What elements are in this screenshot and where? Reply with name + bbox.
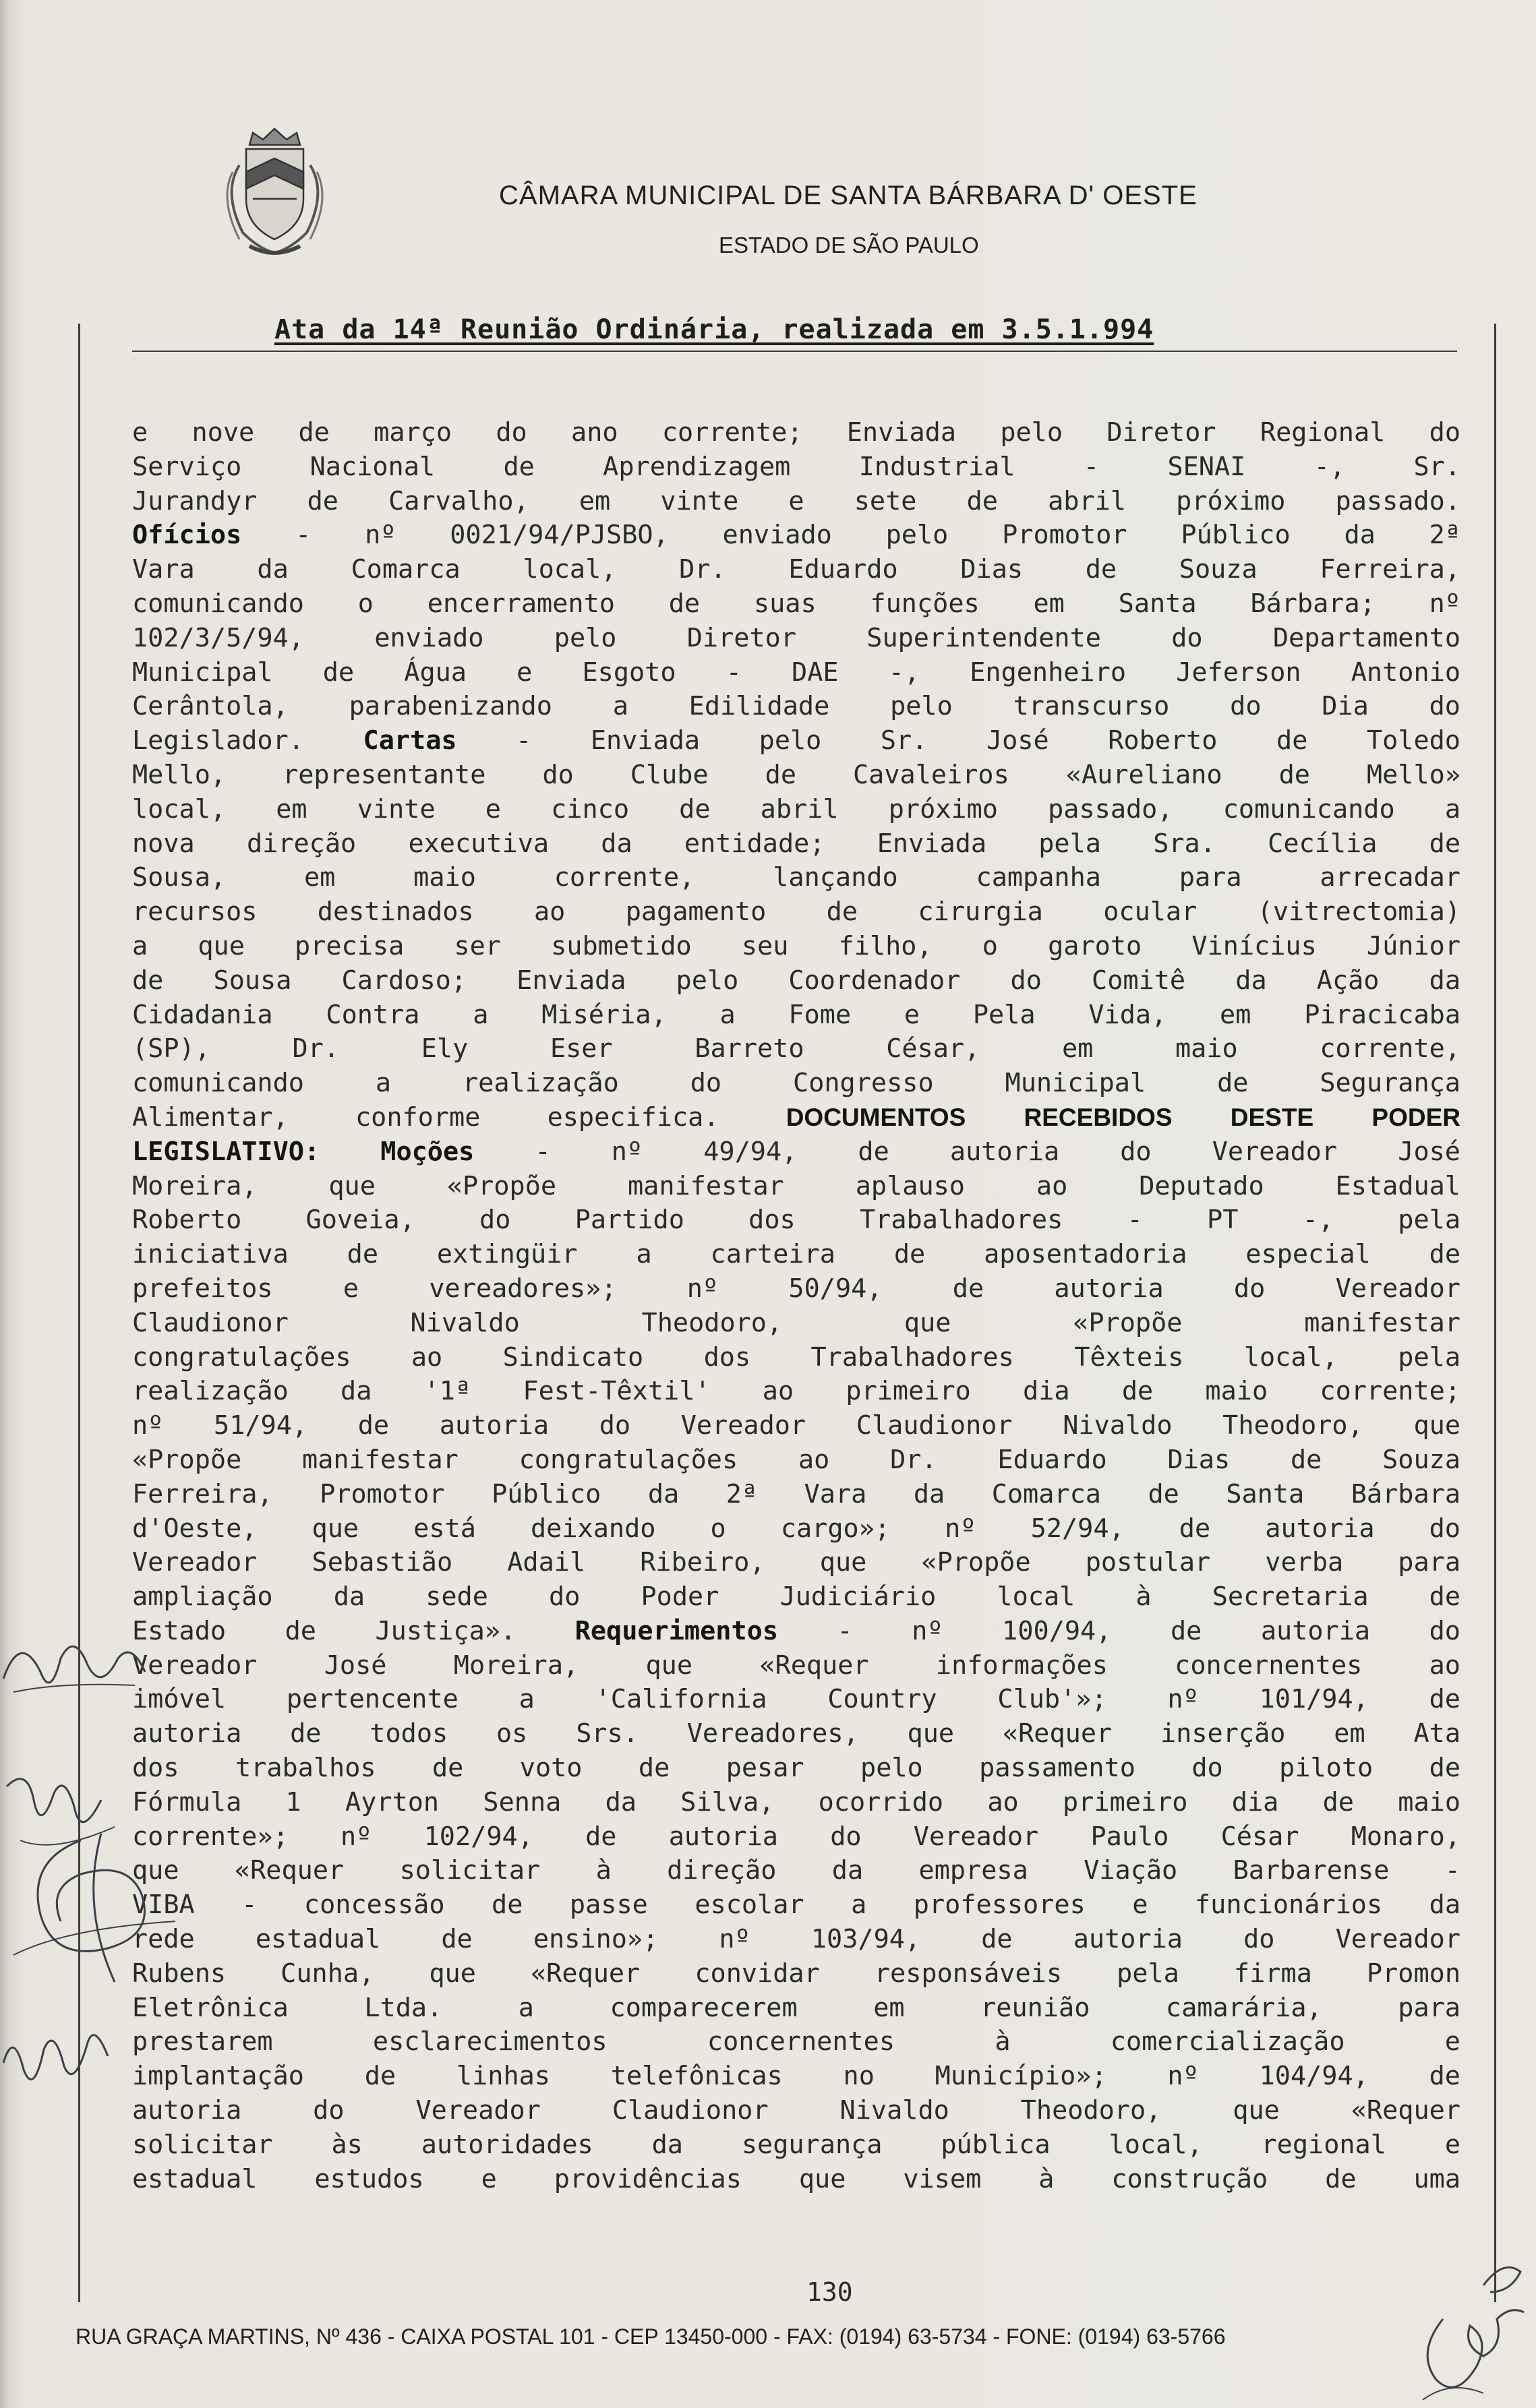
text-line bbox=[132, 1683, 1460, 1717]
council-name: CÂMARA MUNICIPAL DE SANTA BÁRBARA D' OESTE bbox=[499, 181, 1198, 210]
line-text: dos trabalhos de voto de pesar pelo passamento do piloto de bbox=[132, 1753, 1460, 1784]
line-text: recursos destinados ao pagamento de cirurgia ocular (vitrectomia) bbox=[132, 897, 1460, 928]
minutes-title: Ata da 14ª Reunião Ordinária, realizada em 3.5.1.994 bbox=[274, 314, 1154, 345]
line-text: iniciativa de extingüir a carteira de aposentadoria especial de bbox=[132, 1239, 1460, 1270]
line-text: 102/3/5/94, enviado pelo Diretor Superintendente do Departamento bbox=[132, 622, 1460, 653]
text-line bbox=[132, 1888, 1460, 1923]
text-line bbox=[132, 1066, 1460, 1101]
text-line bbox=[132, 861, 1460, 895]
text-line bbox=[132, 1580, 1460, 1615]
line-text: - Enviada pelo Sr. José Roberto de Toledo bbox=[456, 725, 1460, 756]
line-text: Sousa, em maio corrente, lançando campanha para arrecadar bbox=[132, 862, 1460, 893]
text-line bbox=[132, 1238, 1460, 1272]
text-line bbox=[132, 2094, 1460, 2128]
line-text: Vereador José Moreira, que «Requer informações concernentes ao bbox=[132, 1650, 1460, 1681]
line-text: solicitar às autoridades da segurança pública local, regional e bbox=[132, 2129, 1460, 2160]
text-line bbox=[132, 964, 1460, 998]
text-line bbox=[132, 1272, 1460, 1306]
text-line bbox=[132, 2059, 1460, 2094]
text-line bbox=[132, 1957, 1460, 1991]
line-text: - nº 49/94, de autoria do Vereador José bbox=[474, 1136, 1460, 1167]
line-text: Eletrônica Ltda. a comparecerem em reunião camarária, para bbox=[132, 1992, 1460, 2023]
line-text: Rubens Cunha, que «Requer convidar responsáveis pela firma Promon bbox=[132, 1958, 1460, 1989]
line-text: - nº 100/94, de autoria do bbox=[778, 1615, 1460, 1646]
text-line bbox=[132, 793, 1460, 827]
line-text: Claudionor Nivaldo Theodoro, que «Propõe manifestar bbox=[132, 1307, 1460, 1338]
line-text: rede estadual de ensino»; nº 103/94, de autoria do Vereador bbox=[132, 1924, 1460, 1955]
bold-heading: DOCUMENTOS RECEBIDOS DESTE PODER bbox=[786, 1103, 1460, 1131]
line-text: «Propõe manifestar congratulações ao Dr. Eduardo Dias de Souza bbox=[132, 1444, 1460, 1475]
line-text: Fórmula 1 Ayrton Senna da Silva, ocorrido ao primeiro dia de maio bbox=[132, 1786, 1460, 1817]
text-line bbox=[132, 553, 1460, 587]
line-text: Mello, representante do Clube de Cavaleiros «Aureliano de Mello» bbox=[132, 759, 1460, 790]
line-text: implantação de linhas telefônicas no Município»; nº 104/94, de bbox=[132, 2061, 1460, 2092]
text-line bbox=[132, 1717, 1460, 1751]
text-line bbox=[132, 930, 1460, 964]
text-line bbox=[132, 1751, 1460, 1786]
text-line bbox=[132, 1375, 1460, 1409]
text-line bbox=[132, 998, 1460, 1033]
text-line bbox=[132, 1341, 1460, 1375]
left-margin-rule bbox=[78, 324, 80, 2302]
text-line bbox=[132, 1854, 1460, 1888]
line-text: corrente»; nº 102/94, de autoria do Vereador Paulo César Monaro, bbox=[132, 1821, 1460, 1852]
line-text: Alimentar, conforme especifica. bbox=[132, 1102, 786, 1133]
line-text: de Sousa Cardoso; Enviada pelo Coordenador do Comitê da Ação da bbox=[132, 965, 1460, 996]
council-state: ESTADO DE SÃO PAULO bbox=[719, 233, 979, 258]
line-text: Cerântola, parabenizando a Edilidade pelo transcurso do Dia do bbox=[132, 691, 1460, 722]
text-line bbox=[132, 1032, 1460, 1066]
text-line bbox=[132, 1478, 1460, 1512]
line-text: Estado de Justiça». bbox=[132, 1615, 575, 1646]
text-line bbox=[132, 758, 1460, 793]
line-text: nova direção executiva da entidade; Enviada pela Sra. Cecília de bbox=[132, 828, 1460, 859]
minutes-body-text bbox=[132, 416, 1460, 2196]
line-text: Jurandyr de Carvalho, em vinte e sete de abril próximo passado. bbox=[132, 485, 1460, 516]
text-line bbox=[132, 2163, 1460, 2197]
line-text: Vereador Sebastião Adail Ribeiro, que «Propõe postular verba para bbox=[132, 1547, 1460, 1578]
text-line bbox=[132, 1615, 1460, 1649]
line-text: Ferreira, Promotor Público da 2ª Vara da Comarca de Santa Bárbara bbox=[132, 1478, 1460, 1509]
text-line bbox=[132, 1135, 1460, 1170]
line-text: (SP), Dr. Ely Eser Barreto César, em maio corrente, bbox=[132, 1033, 1460, 1064]
text-line bbox=[132, 416, 1460, 450]
text-line bbox=[132, 1203, 1460, 1238]
bold-heading: LEGISLATIVO: Moções bbox=[132, 1136, 475, 1167]
line-text: autoria do Vereador Claudionor Nivaldo Theodoro, que «Requer bbox=[132, 2095, 1460, 2126]
line-text: Serviço Nacional de Aprendizagem Industrial - SENAI -, Sr. bbox=[132, 451, 1460, 482]
margin-signature-3-icon bbox=[0, 1820, 202, 1995]
line-text: imóvel pertencente a 'California Country Club'»; nº 101/94, de bbox=[132, 1684, 1460, 1715]
line-text: e nove de março do ano corrente; Enviada pelo Diretor Regional do bbox=[132, 417, 1460, 448]
line-text: comunicando o encerramento de suas funções em Santa Bárbara; nº bbox=[132, 588, 1460, 619]
line-text: d'Oeste, que está deixando o cargo»; nº 52/94, de autoria do bbox=[132, 1513, 1460, 1544]
bold-heading: Ofícios bbox=[132, 520, 242, 551]
bold-heading: Requerimentos bbox=[574, 1615, 778, 1646]
line-text: congratulações ao Sindicato dos Trabalhadores Têxteis local, pela bbox=[132, 1342, 1460, 1373]
text-line bbox=[132, 518, 1460, 553]
text-line bbox=[132, 690, 1460, 724]
line-text: - nº 0021/94/PJSBO, enviado pelo Promotor Público da 2ª bbox=[241, 520, 1460, 551]
text-line bbox=[132, 1991, 1460, 2026]
text-line bbox=[132, 1546, 1460, 1580]
line-text: Vara da Comarca local, Dr. Eduardo Dias de Souza Ferreira, bbox=[132, 554, 1460, 585]
text-line bbox=[132, 1306, 1460, 1341]
text-line bbox=[132, 724, 1460, 758]
text-line bbox=[132, 895, 1460, 930]
text-line bbox=[132, 1170, 1460, 1204]
line-text: prefeitos e vereadores»; nº 50/94, de autoria do Vereador bbox=[132, 1273, 1460, 1304]
address-footer: RUA GRAÇA MARTINS, Nº 436 - CAIXA POSTAL 101 - CEP 13450-000 - FAX: (0194) 63-5734 - FONE: (0194) 63-5766 bbox=[76, 2324, 1226, 2349]
text-line bbox=[132, 1409, 1460, 1443]
text-line bbox=[132, 1443, 1460, 1478]
line-text: nº 51/94, de autoria do Vereador Claudionor Nivaldo Theodoro, que bbox=[132, 1410, 1460, 1441]
text-line bbox=[132, 1923, 1460, 1957]
text-line bbox=[132, 1101, 1460, 1135]
text-line bbox=[132, 1512, 1460, 1546]
bold-heading: Cartas bbox=[363, 725, 457, 756]
line-text: Moreira, que «Propõe manifestar aplauso ao Deputado Estadual bbox=[132, 1170, 1460, 1201]
line-text: a que precisa ser submetido seu filho, o garoto Vinícius Júnior bbox=[132, 930, 1460, 961]
line-text: local, em vinte e cinco de abril próximo passado, comunicando a bbox=[132, 793, 1460, 824]
text-line bbox=[132, 1786, 1460, 1820]
text-line bbox=[132, 587, 1460, 622]
line-text: realização da '1ª Fest-Têxtil' ao primeiro dia de maio corrente; bbox=[132, 1376, 1460, 1407]
text-line bbox=[132, 1649, 1460, 1683]
line-text: comunicando a realização do Congresso Municipal de Segurança bbox=[132, 1068, 1460, 1099]
line-text: autoria de todos os Srs. Vereadores, que «Requer inserção em Ata bbox=[132, 1718, 1460, 1749]
line-text: ampliação da sede do Poder Judiciário local à Secretaria de bbox=[132, 1582, 1460, 1613]
text-line bbox=[132, 2025, 1460, 2059]
text-line bbox=[132, 1820, 1460, 1855]
line-text: estadual estudos e providências que visem à construção de uma bbox=[132, 2163, 1460, 2194]
line-text: Cidadania Contra a Miséria, a Fome e Pela Vida, em Piracicaba bbox=[132, 999, 1460, 1030]
margin-signature-4-icon bbox=[0, 2016, 135, 2097]
municipal-coat-of-arms-icon bbox=[212, 125, 337, 260]
text-line bbox=[132, 622, 1460, 656]
text-line bbox=[132, 656, 1460, 690]
line-text: Municipal de Água e Esgoto - DAE -, Engenheiro Jeferson Antonio bbox=[132, 657, 1460, 688]
line-text: VIBA - concessão de passe escolar a professores e funcionários da bbox=[132, 1890, 1460, 1921]
text-line bbox=[132, 827, 1460, 862]
page-number: 130 bbox=[806, 2277, 853, 2307]
line-text: prestarem esclarecimentos concernentes à comercialização e bbox=[132, 2026, 1460, 2057]
line-text: Legislador. bbox=[132, 725, 363, 756]
text-line bbox=[132, 450, 1460, 485]
title-rule bbox=[132, 351, 1457, 352]
margin-signature-1-icon bbox=[0, 1618, 162, 1726]
text-line bbox=[132, 485, 1460, 519]
text-line bbox=[132, 2128, 1460, 2163]
line-text: Roberto Goveia, do Partido dos Trabalhadores - PT -, pela bbox=[132, 1205, 1460, 1236]
right-margin-rule bbox=[1494, 324, 1496, 2302]
line-text: que «Requer solicitar à direção da empresa Viação Barbarense - bbox=[132, 1855, 1460, 1886]
